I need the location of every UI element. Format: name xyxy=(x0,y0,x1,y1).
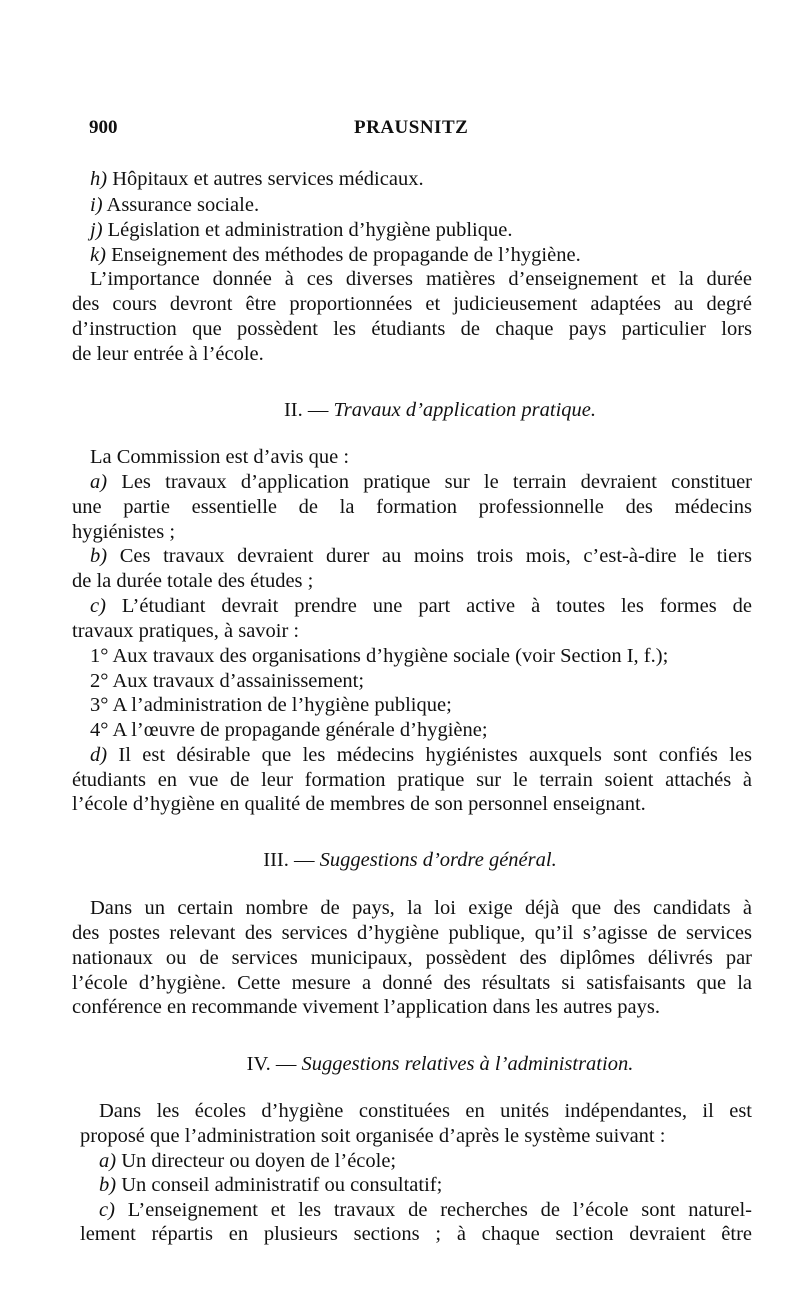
list-item-a: a) Les travaux d’application pratique sur le terrain devraient constituer xyxy=(90,471,752,493)
list-item-a: a) Un directeur ou doyen de l’école; xyxy=(99,1150,397,1172)
paragraph-line: lement répartis en plusieurs sections ; à chaque section devraient être xyxy=(80,1223,752,1245)
section-heading-4: IV. — Suggestions relatives à l’administration. xyxy=(246,1053,634,1075)
numbered-item: 3° A l’administration de l’hygiène publique; xyxy=(90,694,452,716)
section-heading-2: II. — Travaux d’application pratique. xyxy=(283,399,597,421)
section-heading-3: III. — Suggestions d’ordre général. xyxy=(263,849,557,871)
paragraph-line: L’importance donnée à ces diverses matières d’enseignement et la durée xyxy=(90,268,752,290)
paragraph-line: proposé que l’administration soit organisée d’après le système suivant : xyxy=(80,1125,666,1147)
list-item-b: b) Un conseil administratif ou consultatif; xyxy=(99,1174,443,1196)
page-number: 900 xyxy=(89,117,118,138)
running-head: PRAUSNITZ xyxy=(354,117,469,138)
list-item-d: d) Il est désirable que les médecins hygiénistes auxquels sont confiés les xyxy=(90,744,753,766)
paragraph-line: l’école d’hygiène en qualité de membres de son personnel enseignant. xyxy=(72,793,646,815)
paragraph-line: travaux pratiques, à savoir : xyxy=(72,620,300,642)
paragraph-line: nationaux ou de services municipaux, possèdent des diplômes délivrés par xyxy=(72,947,752,969)
numbered-item: 4° A l’œuvre de propagande générale d’hygiène; xyxy=(90,719,488,741)
list-item-h: h) Hôpitaux et autres services médicaux. xyxy=(90,168,424,190)
list-item-b: b) Ces travaux devraient durer au moins trois mois, c’est-à-dire le tiers xyxy=(90,545,752,567)
paragraph-line: hygiénistes ; xyxy=(72,521,176,543)
list-item-k: k) Enseignement des méthodes de propagande de l’hygiène. xyxy=(90,244,581,266)
paragraph-line: de leur entrée à l’école. xyxy=(72,343,264,365)
paragraph-line: d’instruction que possèdent les étudiants de chaque pays particulier lors xyxy=(72,318,752,340)
list-item-i: i) Assurance sociale. xyxy=(90,194,260,216)
section-intro: La Commission est d’avis que : xyxy=(90,446,350,468)
paragraph-line: Dans les écoles d’hygiène constituées en unités indépendantes, il est xyxy=(99,1100,752,1122)
list-item-c: c) L’étudiant devrait prendre une part active à toutes les formes de xyxy=(90,595,753,617)
paragraph-line: Dans un certain nombre de pays, la loi exige déjà que des candidats à xyxy=(90,897,752,919)
paragraph-line: des postes relevant des services d’hygiène publique, qu’il s’agisse de services xyxy=(72,922,752,944)
paragraph-line: de la durée totale des études ; xyxy=(72,570,314,592)
numbered-item: 2° Aux travaux d’assainissement; xyxy=(90,670,365,692)
paragraph-line: étudiants en vue de leur formation pratique sur le terrain soient attachés à xyxy=(72,769,752,791)
paragraph-line: des cours devront être proportionnées et judicieusement adaptées au degré xyxy=(72,293,752,315)
paragraph-line: conférence en recommande vivement l’application dans les autres pays. xyxy=(72,996,660,1018)
list-item-c: c) L’enseignement et les travaux de recherches de l’école sont naturel- xyxy=(99,1199,753,1221)
list-item-j: j) Législation et administration d’hygiène publique. xyxy=(90,219,513,241)
paragraph-line: une partie essentielle de la formation professionnelle des médecins xyxy=(72,496,752,518)
numbered-item: 1° Aux travaux des organisations d’hygiène sociale (voir Section I, f.); xyxy=(90,645,669,667)
paragraph-line: l’école d’hygiène. Cette mesure a donné des résultats si satisfaisants que la xyxy=(72,972,752,994)
